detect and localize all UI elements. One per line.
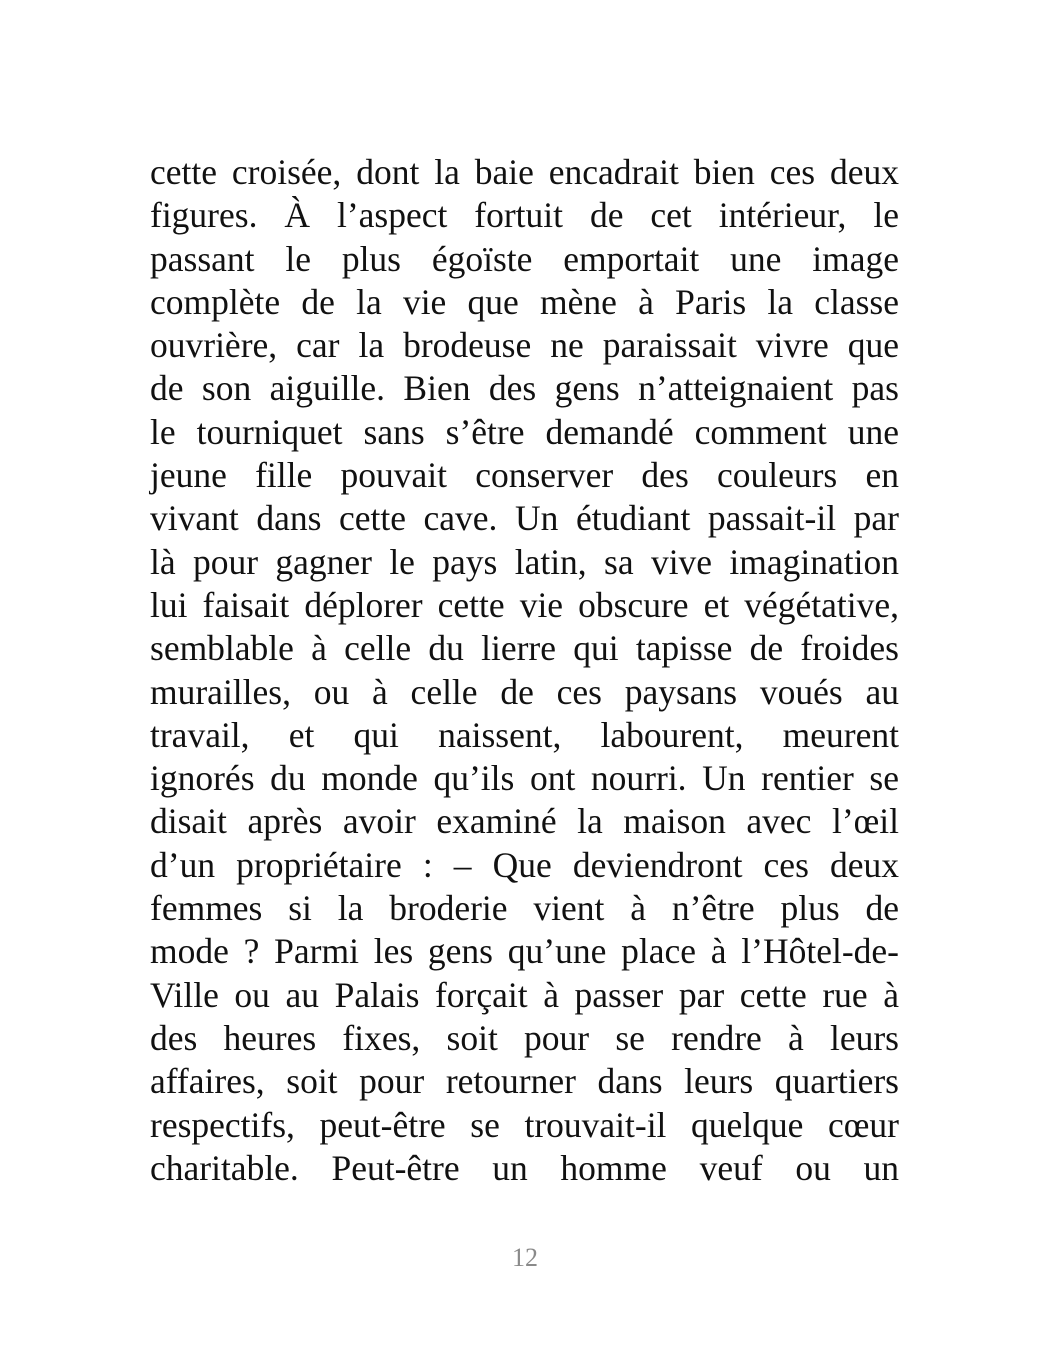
text-line: d’un propriétaire : – Que deviendront ces deux [150, 844, 899, 885]
text-line: des heures fixes, soit pour se rendre à leurs [150, 1017, 899, 1058]
text-line: Ville ou au Palais forçait à passer par cette rue à [150, 974, 899, 1015]
text-line: murailles, ou à celle de ces paysans voués au [150, 671, 899, 712]
text-line: femmes si la broderie vient à n’être plus de [150, 888, 899, 929]
text-line: charitable. Peut-être un homme veuf ou un [150, 1147, 899, 1188]
text-line: lui faisait déplorer cette vie obscure et végétative, [150, 584, 899, 625]
text-line: affaires, soit pour retourner dans leurs quartiers [150, 1061, 899, 1102]
text-line: jeune fille pouvait conserver des couleurs en [150, 455, 899, 496]
text-line: semblable à celle du lierre qui tapisse de froides [150, 628, 899, 669]
text-line: vivant dans cette cave. Un étudiant passait-il par [150, 498, 899, 539]
text-line: ouvrière, car la brodeuse ne paraissait vivre que [150, 325, 899, 366]
text-line: passant le plus égoïste emportait une image [150, 238, 899, 279]
text-line: là pour gagner le pays latin, sa vive imagination [150, 541, 899, 582]
text-line: figures. À l’aspect fortuit de cet intérieur, le [150, 195, 899, 236]
page-number: 12 [512, 1243, 538, 1272]
text-line: complète de la vie que mène à Paris la classe [150, 281, 899, 322]
text-line: le tourniquet sans s’être demandé comment une [150, 411, 899, 452]
text-line: cette croisée, dont la baie encadrait bien ces deux [150, 152, 899, 192]
text-line: mode ? Parmi les gens qu’une place à l’Hôtel-de- [150, 931, 899, 972]
text-line: respectifs, peut-être se trouvait-il quelque cœur [150, 1104, 899, 1145]
text-line: disait après avoir examiné la maison avec l’œil [150, 801, 899, 842]
text-line: ignorés du monde qu’ils ont nourri. Un rentier se [150, 758, 899, 799]
page-body [150, 151, 899, 1190]
text-line: travail, et qui naissent, labourent, meurent [150, 714, 899, 755]
text-line: de son aiguille. Bien des gens n’atteignaient pas [150, 368, 899, 409]
